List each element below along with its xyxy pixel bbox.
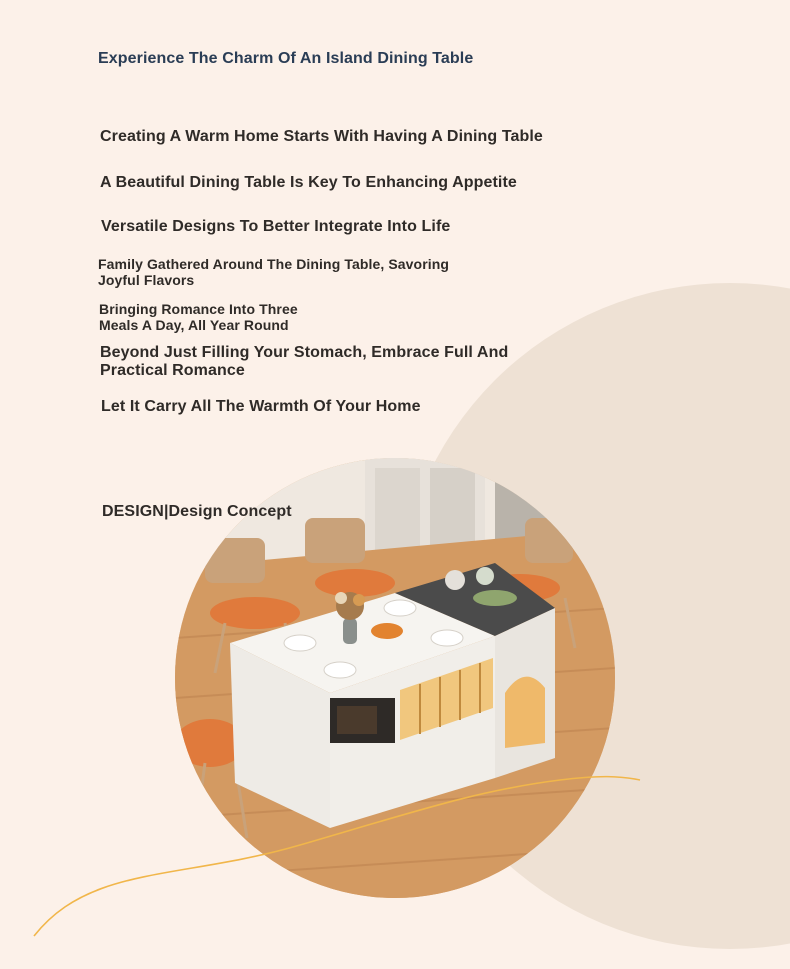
text-line-5: Bringing Romance Into Three Meals A Day, All Year Round	[99, 301, 298, 333]
text-line-3: Versatile Designs To Better Integrate Into Life	[101, 218, 451, 235]
text-line-4: Family Gathered Around The Dining Table, Savoring Joyful Flavors	[98, 256, 450, 288]
page-heading: Experience The Charm Of An Island Dining Table	[98, 50, 474, 67]
island-dining-table-photo	[175, 458, 615, 898]
design-concept-label: DESIGN|Design Concept	[102, 503, 292, 520]
text-line-1: Creating A Warm Home Starts With Having A Dining Table	[100, 128, 543, 145]
text-line-6: Beyond Just Filling Your Stomach, Embrace Full And Practical Romance	[100, 344, 509, 379]
text-line-7: Let It Carry All The Warmth Of Your Home	[101, 398, 421, 415]
text-line-2: A Beautiful Dining Table Is Key To Enhancing Appetite	[100, 174, 517, 191]
